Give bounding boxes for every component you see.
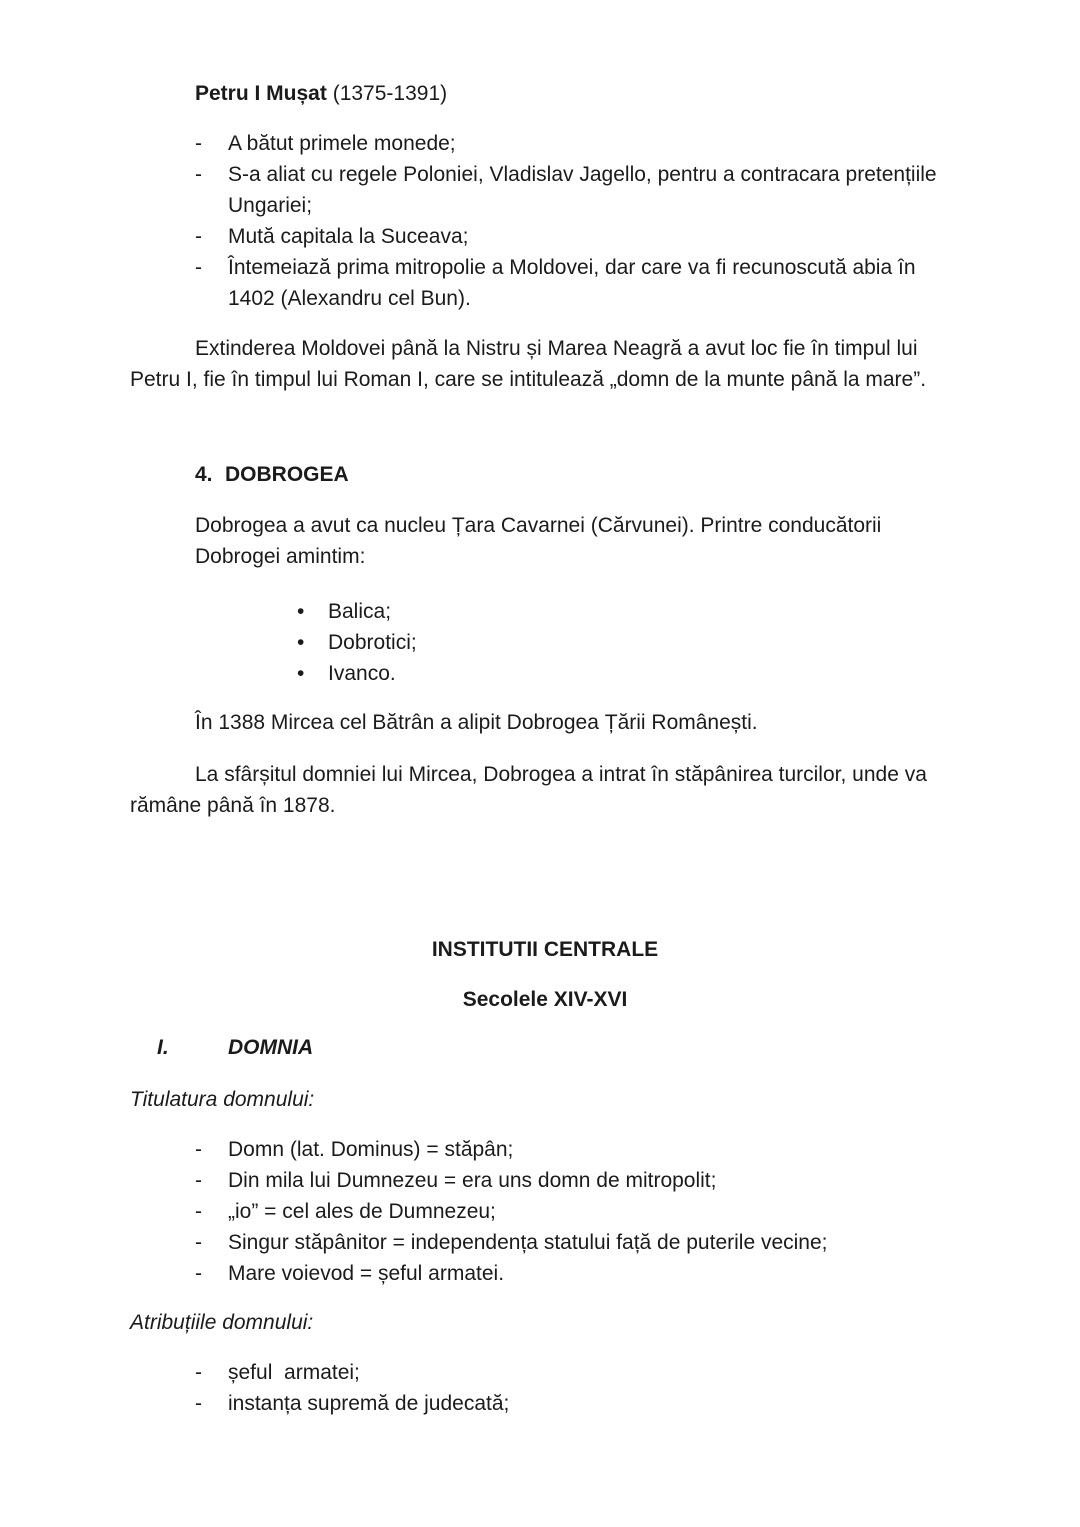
list-item xyxy=(130,658,960,689)
dash-marker: - xyxy=(195,1361,202,1384)
list-item-text: Mare voievod = șeful armatei. xyxy=(228,1262,505,1285)
list-item-text: S-a aliat cu regele Poloniei, Vladislav Jagello, pentru a contracara pretențiile Ungariei; xyxy=(228,163,943,217)
list-item xyxy=(130,596,960,627)
heading-number: 4. xyxy=(195,463,213,486)
dash-marker: - xyxy=(195,225,202,248)
dash-marker: - xyxy=(195,256,202,279)
dash-marker: - xyxy=(195,1200,202,1223)
list-item xyxy=(130,1196,960,1227)
list-item-text: instanța supremă de judecată; xyxy=(228,1392,510,1415)
list-item xyxy=(130,221,960,252)
heading-title: DOBROGEA xyxy=(225,463,349,486)
list-item xyxy=(130,1165,960,1196)
titulatura-label xyxy=(130,1084,960,1115)
bullet-marker: • xyxy=(297,600,305,623)
musat-heading xyxy=(130,78,960,109)
list-item-text: Ivanco. xyxy=(328,662,396,685)
dash-marker: - xyxy=(195,1262,202,1285)
list-item xyxy=(130,159,960,221)
titulatura-list xyxy=(130,1134,960,1289)
extindere-paragraph xyxy=(130,333,960,395)
musat-heading-name: Petru I Mușat xyxy=(195,82,327,105)
atributii-list xyxy=(130,1357,960,1419)
dash-marker: - xyxy=(195,132,202,155)
list-item-text: Singur stăpânitor = independența statului față de puterile vecine; xyxy=(228,1231,828,1254)
atributii-label xyxy=(130,1307,960,1338)
bullet-marker: • xyxy=(297,662,305,685)
dash-marker: - xyxy=(195,1392,202,1415)
list-item xyxy=(130,627,960,658)
list-item xyxy=(130,1227,960,1258)
dash-marker: - xyxy=(195,163,202,186)
dash-marker: - xyxy=(195,1169,202,1192)
paragraph-text: În 1388 Mircea cel Bătrân a alipit Dobrogea Țării Românești. xyxy=(195,711,758,734)
list-item xyxy=(130,1357,960,1388)
paragraph-text: La sfârșitul domniei lui Mircea, Dobrogea a intrat în stăpânirea turcilor, unde va rămâne până în 1878. xyxy=(130,763,933,817)
dobrogea-leaders-list xyxy=(130,596,960,689)
list-item xyxy=(130,1134,960,1165)
list-item-text: Întemeiază prima mitropolie a Moldovei, dar care va fi recunoscută abia în 1402 (Alexandru cel Bun). xyxy=(228,256,922,310)
heading-numeral: I. xyxy=(157,1036,169,1059)
list-item xyxy=(130,128,960,159)
list-item xyxy=(130,1258,960,1289)
dash-marker: - xyxy=(195,1138,202,1161)
list-item xyxy=(130,1388,960,1419)
section-subtitle-text: Secolele XIV-XVI xyxy=(462,988,628,1011)
institutii-subtitle xyxy=(130,984,960,1015)
mircea-paragraph xyxy=(130,707,960,738)
list-item-text: Dobrotici; xyxy=(328,631,417,654)
list-item-text: A bătut primele monede; xyxy=(228,132,456,155)
dash-marker: - xyxy=(195,1231,202,1254)
dobrogea-intro-paragraph xyxy=(195,510,960,572)
bullet-marker: • xyxy=(297,631,305,654)
paragraph-text: Extinderea Moldovei până la Nistru și Marea Neagră a avut loc fie în timpul lui Petru I, fie în timpul lui Roman I, care se intitulează „domn de la munte până la mare”. xyxy=(130,337,927,391)
turci-paragraph xyxy=(130,759,960,821)
label-text: Titulatura domnului: xyxy=(130,1088,315,1111)
list-item-text: „io” = cel ales de Dumnezeu; xyxy=(228,1200,496,1223)
list-item xyxy=(130,252,960,314)
musat-heading-years: (1375-1391) xyxy=(332,82,448,105)
heading-title: DOMNIA xyxy=(228,1036,314,1059)
list-item-text: Domn (lat. Dominus) = stăpân; xyxy=(228,1138,514,1161)
list-item-text: Din mila lui Dumnezeu = era uns domn de mitropolit; xyxy=(228,1169,717,1192)
musat-list xyxy=(130,128,960,314)
dobrogea-heading xyxy=(130,459,960,490)
list-item-text: Mută capitala la Suceava; xyxy=(228,225,469,248)
section-title-text: INSTITUTII CENTRALE xyxy=(431,938,659,961)
institutii-title xyxy=(130,934,960,965)
paragraph-text: Dobrogea a avut ca nucleu Țara Cavarnei (Cărvunei). Printre conducătorii Dobrogei amintim: xyxy=(195,514,888,568)
label-text: Atribuțiile domnului: xyxy=(130,1311,314,1334)
list-item-text: șeful armatei; xyxy=(228,1361,360,1384)
domnia-heading xyxy=(130,1032,960,1063)
list-item-text: Balica; xyxy=(328,600,392,623)
